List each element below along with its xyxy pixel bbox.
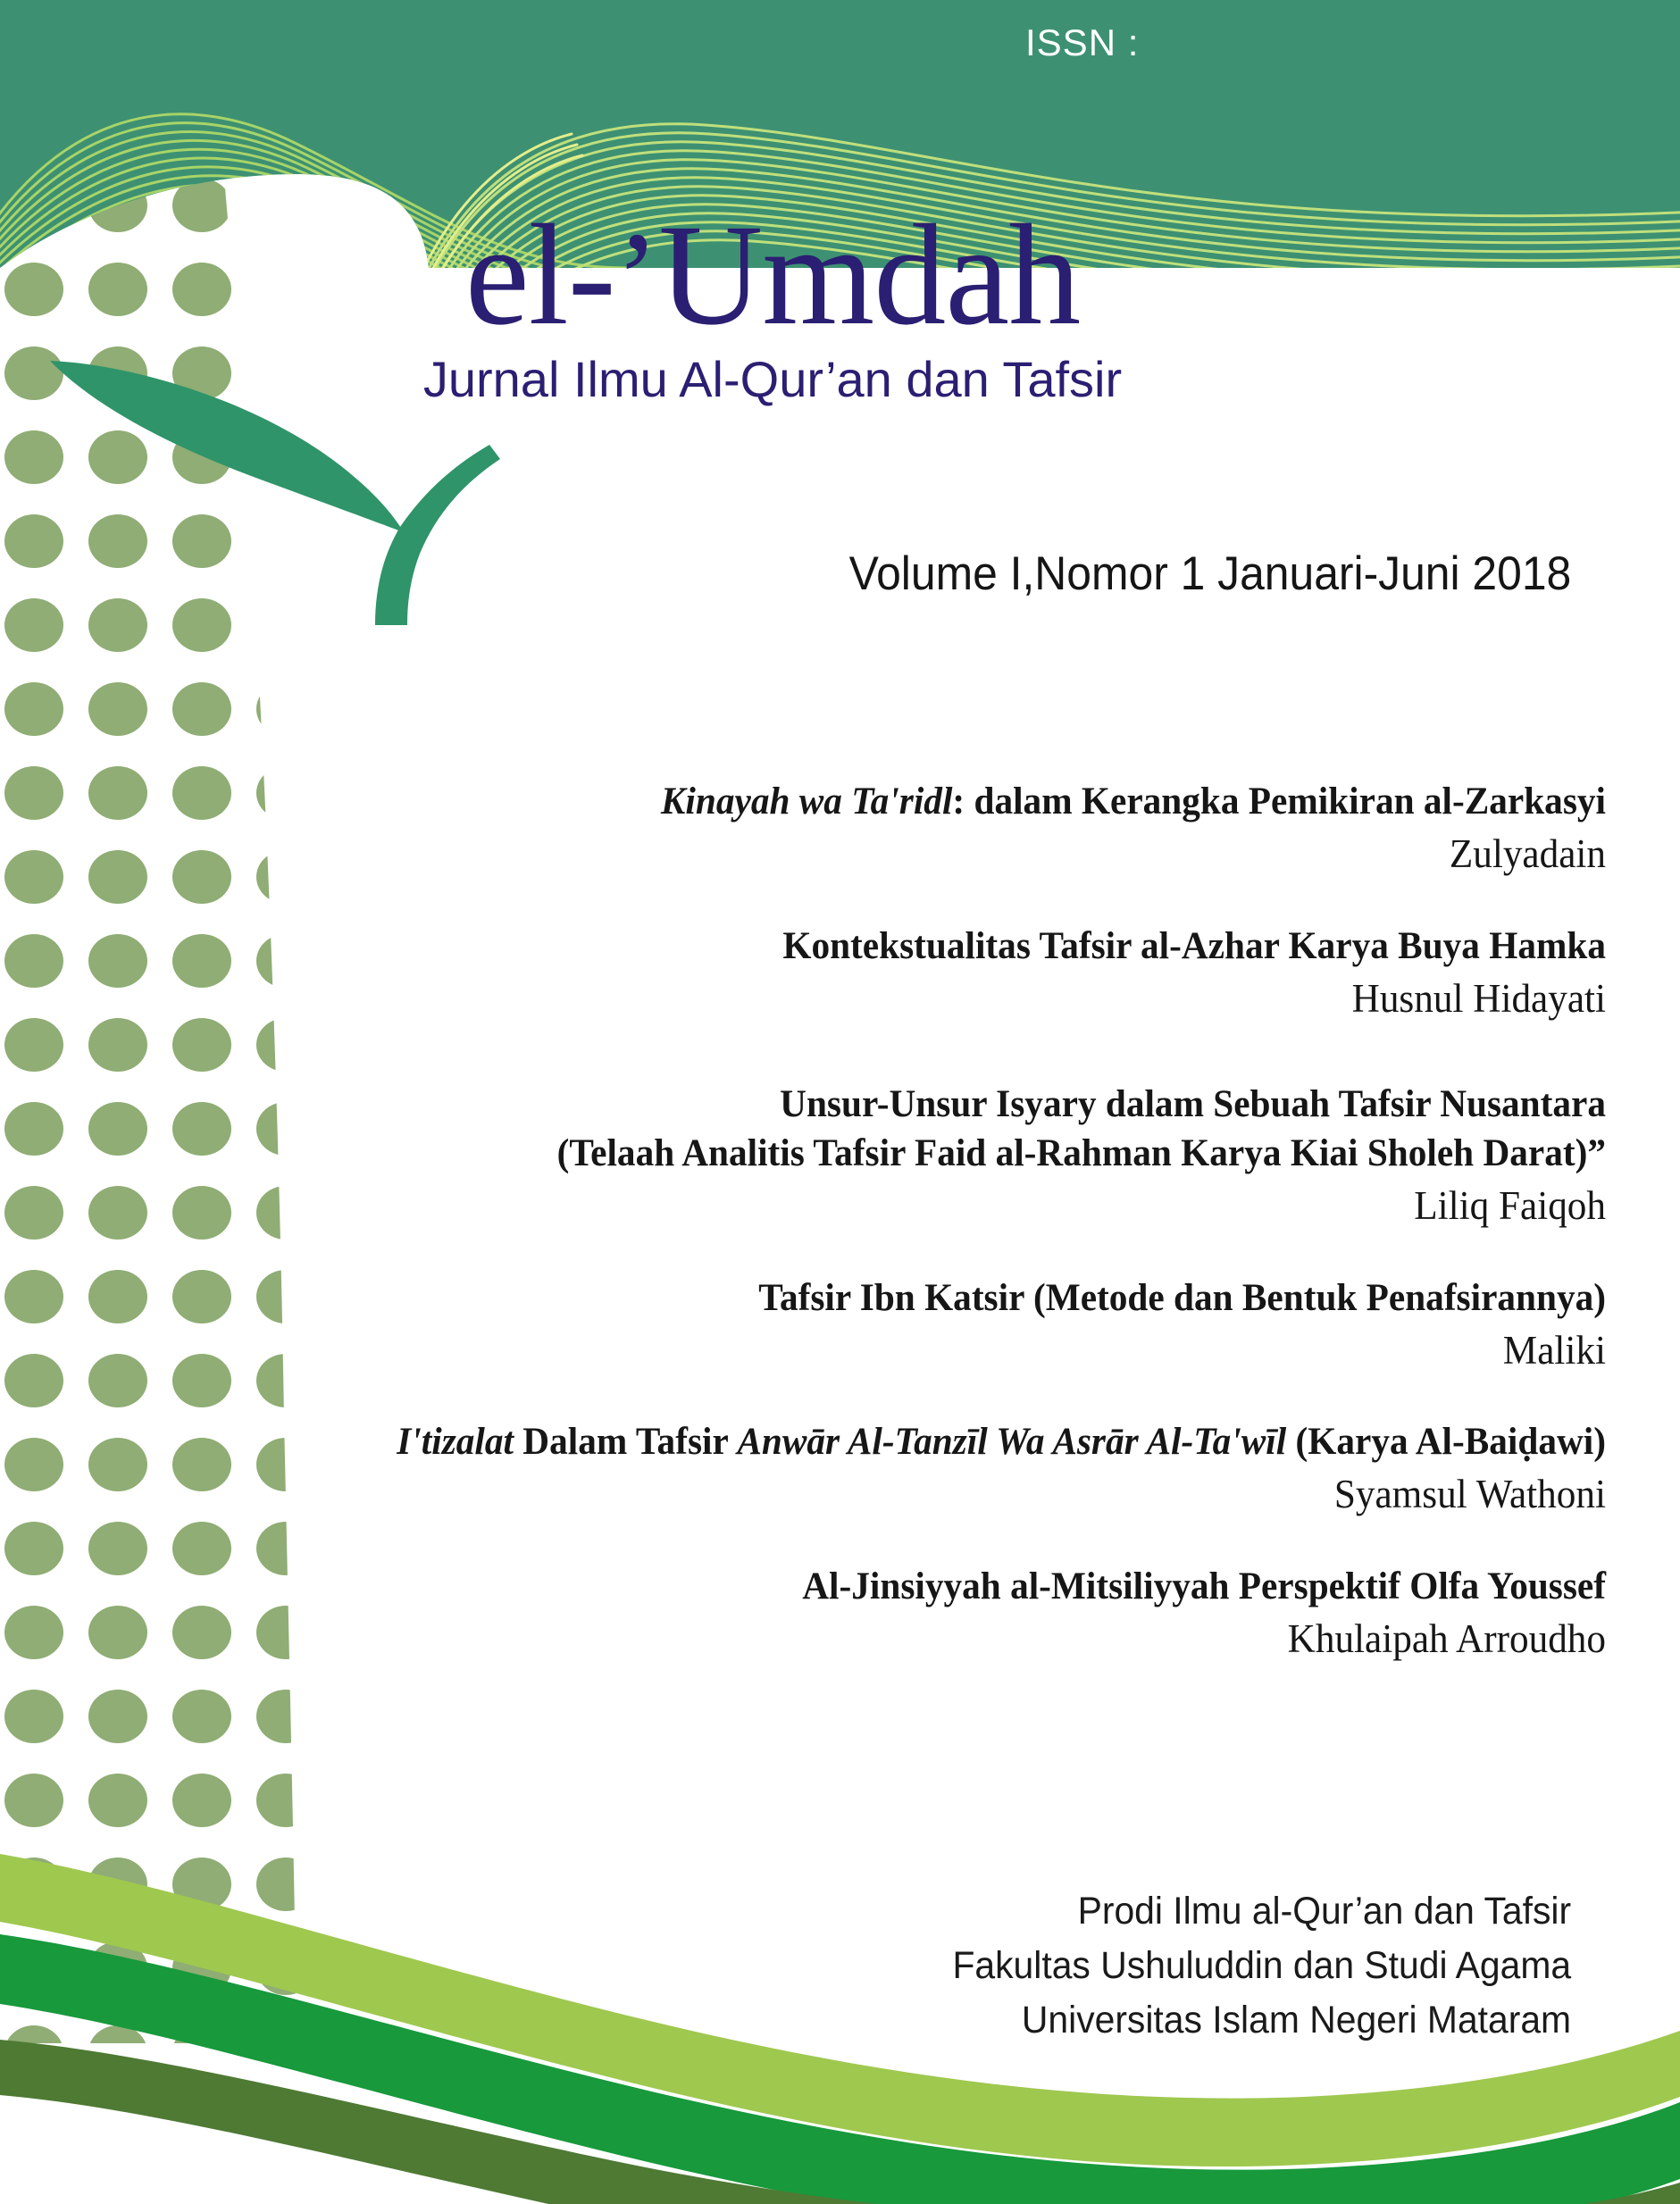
toc-entry [339,1273,1606,1377]
article-title [390,777,1606,826]
publisher-line-1: Prodi Ilmu al-Qur’an dan Tafsir [1077,1890,1571,1933]
publisher-line-3: Universitas Islam Negeri Mataram [1021,1999,1571,2042]
article-title [390,1417,1606,1466]
issn-label: ISSN : [1025,21,1140,63]
article-title [390,1562,1606,1611]
journal-title-part1: el- [464,196,615,355]
article-author: Zulyadain [1449,831,1606,877]
article-title-italic: I'tizalat [397,1421,514,1464]
article-title-line2: (Telaah Analitis Tafsir Faid al-Rahman Karya Kiai Sholeh Darat)” [556,1132,1607,1175]
publisher-info [952,1884,1571,2048]
issue-line: Volume I,Nomor 1 Januari-Juni 2018 [848,547,1571,600]
article-title [390,922,1606,971]
article-title-rest: (Karya Al-Baiḍawi) [1286,1421,1606,1464]
article-title-rest: : dalam Kerangka Pemikiran al-Zarkasyi [952,781,1606,822]
toc-entry [339,922,1606,1025]
article-author: Husnul Hidayati [1351,975,1606,1021]
masthead [295,196,1250,407]
article-title-mid: Dalam Tafsir [513,1421,738,1464]
toc-entry [339,1080,1606,1232]
article-author: Liliq Faiqoh [1414,1183,1606,1229]
table-of-contents [339,777,1606,1706]
ayn-glyph: ’ [614,205,659,353]
article-title [390,1273,1606,1323]
article-title-rest: Tafsir Ibn Katsir (Metode dan Bentuk Penafsirannya) [758,1276,1606,1319]
toc-entry [339,1417,1606,1521]
article-title-rest: Al-Jinsiyyah al-Mitsiliyyah Perspektif Olfa Youssef [802,1565,1606,1607]
journal-subtitle: Jurnal Ilmu Al-Qur’an dan Tafsir [422,351,1123,407]
article-title-rest: Kontekstualitas Tafsir al-Azhar Karya Buya Hamka [782,924,1606,967]
article-author: Syamsul Wathoni [1333,1472,1606,1517]
article-author: Khulaipah Arroudho [1287,1615,1606,1661]
journal-title-part2: Umdah [658,196,1081,355]
toc-entry [339,1562,1606,1666]
article-title-italic: Kinayah wa Ta'ridl [660,781,953,822]
article-author: Maliki [1502,1327,1606,1373]
page-title [295,196,1250,355]
article-title [390,1080,1606,1129]
publisher-line-2: Fakultas Ushuluddin dan Studi Agama [952,1944,1571,1988]
toc-entry [339,777,1606,881]
article-title-italic-2: Anwār Al-Tanzīl Wa Asrār Al-Ta'wīl [737,1421,1287,1464]
article-title-rest: Unsur-Unsur Isyary dalam Sebuah Tafsir Nusantara [780,1083,1606,1126]
